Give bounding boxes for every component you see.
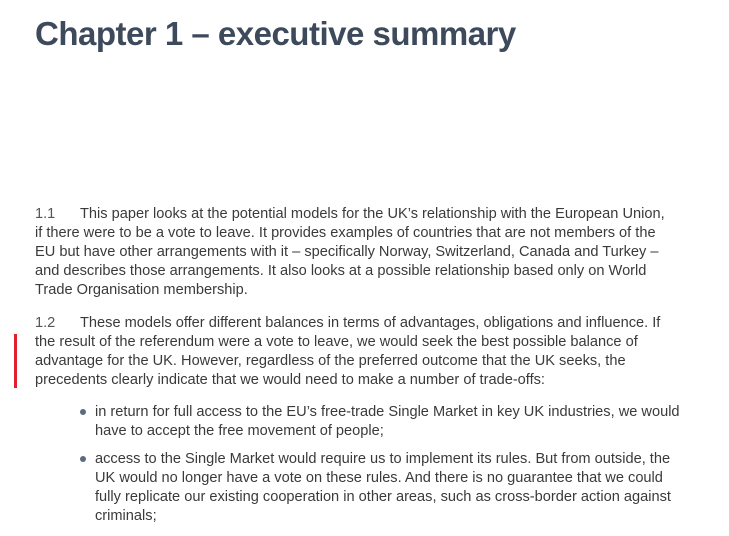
change-marker-bar: [14, 334, 17, 388]
paragraph-text: This paper looks at the potential models for the UK’s relationship with the European Union, if there were to be a vote to leave. It provides examples of countries that are not members of the EU but have other arrangements with it – specifically Norway, Switzerland, Canada and Turkey – and describes those arrangements. It also looks at a possible relationship based only on World Trade Organisation membership.: [35, 206, 665, 298]
paragraph-number: 1.2: [35, 315, 56, 331]
paragraph-1-1: [35, 205, 675, 300]
bullet-icon: [80, 409, 86, 415]
list-item: [80, 403, 680, 441]
paragraph-text: These models offer different balances in terms of advantages, obligations and influence. If the result of the referendum were a vote to leave, we would seek the best possible balance of advantage for the UK. However, regardless of the preferred outcome that the UK seeks, the precedents clearly indicate that we would need to make a number of trade-offs:: [35, 315, 661, 388]
page-title: Chapter 1 – executive summary: [35, 15, 516, 52]
trade-offs-list: [80, 403, 680, 535]
paragraph-1-2: [35, 314, 675, 390]
list-item-text: in return for full access to the EU’s free-trade Single Market in key UK industries, we would have to accept the free movement of people;: [95, 404, 680, 439]
paragraph-number: 1.1: [35, 206, 56, 222]
list-item: [80, 450, 680, 526]
list-item-text: access to the Single Market would require us to implement its rules. But from outside, the UK would no longer have a vote on these rules. And there is no guarantee that we could fully replicate our existing cooperation in other areas, such as cross-border action against criminals;: [95, 451, 671, 524]
bullet-icon: [80, 456, 86, 462]
